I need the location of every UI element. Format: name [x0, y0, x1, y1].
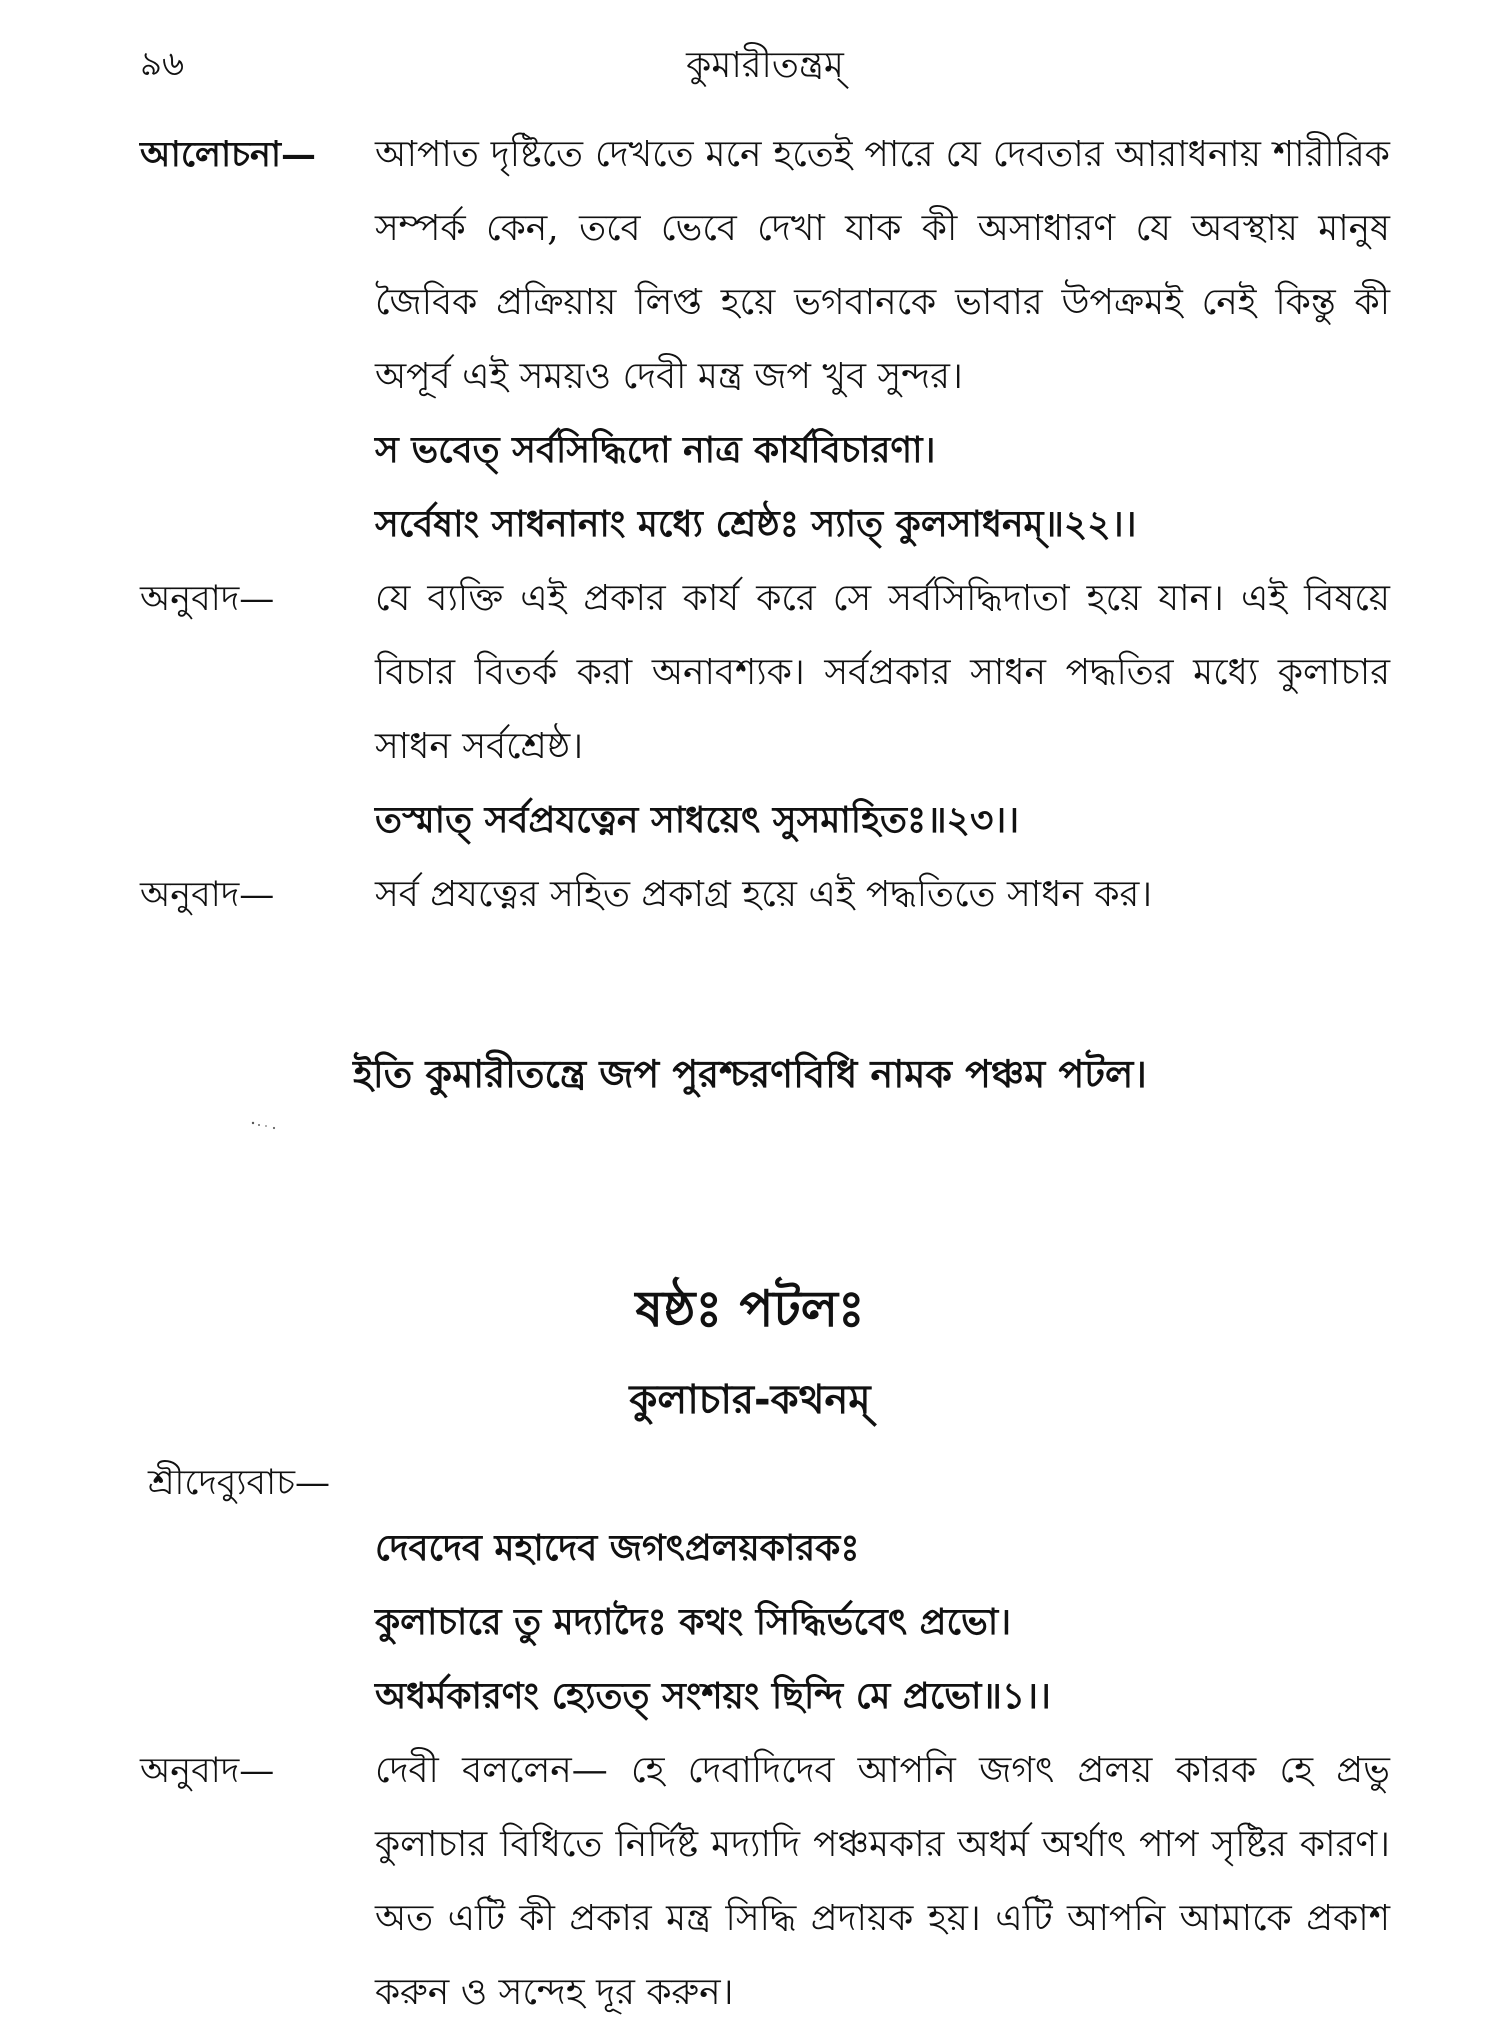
- speaker-heading: শ্রীদেব্যুবাচ—: [148, 1463, 331, 1503]
- verse-1-line-3: অধর্মকারণং হ্যেতত্ সংশয়ং ছিন্দি মে প্রভো॥১।।: [375, 1676, 1051, 1717]
- translation-text-3: দেবী বললেন— হে দেবাদিদেব আপনি জগৎ প্রলয় কারক হে প্রভু কুলাচার বিধিতে নির্দিষ্ট মদ্যাদি পঞ্চমকার অধর্ম অর্থাৎ পাপ সৃষ্টির কারণ। অত এটি কী প্রকার মন্ত্র সিদ্ধি প্রদায়ক হয়। এটি আপনি আমাকে প্রকাশ করুন ও সন্দেহ দূর করুন।: [375, 1750, 1390, 2013]
- chapter-colophon: ইতি কুমারীতন্ত্রে জপ পুরশ্চরণবিধি নামক পঞ্চম পটল।: [353, 1052, 1147, 1096]
- chapter-subtitle: কুলাচার-কথনম্: [629, 1377, 871, 1423]
- verse-22-line-1: স ভবেত্ সর্বসিদ্ধিদো নাত্র কার্যবিচারণা।: [375, 430, 936, 471]
- chapter-title: ষষ্ঠঃ পটলঃ: [635, 1280, 865, 1338]
- verse-1-line-1: দেবদেব মহাদেব জগৎপ্রলয়কারকঃ: [375, 1528, 860, 1569]
- print-speck: [250, 1120, 280, 1130]
- translation-text-1: যে ব্যক্তি এই প্রকার কার্য করে সে সর্বসিদ্ধিদাতা হয়ে যান। এই বিষয়ে বিচার বিতর্ক করা অনাবশ্যক। সর্বপ্রকার সাধন পদ্ধতির মধ্যে কুলাচার সাধন সর্বশ্রেষ্ঠ।: [375, 578, 1390, 767]
- translation-row-2: [140, 858, 1390, 932]
- verse-1-line-2: কুলাচারে তু মদ্যাদৈঃ কথং সিদ্ধির্ভবেৎ প্রভো।: [375, 1602, 1012, 1643]
- page-header: [140, 38, 1390, 88]
- page-number: ৯৬: [140, 44, 185, 84]
- translation-text-2: সর্ব প্রযত্নের সহিত প্রকাগ্র হয়ে এই পদ্ধতিতে সাধন কর।: [375, 874, 1153, 915]
- section-chapter-five-end: [140, 118, 1390, 932]
- commentary-text: আপাত দৃষ্টিতে দেখতে মনে হতেই পারে যে দেবতার আরাধনায় শারীরিক সম্পর্ক কেন, তবে ভেবে দেখা যাক কী অসাধারণ যে অবস্থায় মানুষ জৈবিক প্রক্রিয়ায় লিপ্ত হয়ে ভগবানকে ভাবার উপক্রমই নেই কিন্তু কী অপূর্ব এই সময়ও দেবী মন্ত্র জপ খুব সুন্দর।: [375, 134, 1390, 397]
- verse-22-line-2: সর্বেষাং সাধনানাং মধ্যে শ্রেষ্ঠঃ স্যাত্ কুলসাধনম্॥২২।।: [375, 504, 1137, 545]
- commentary-label: আলোচনা—: [140, 134, 317, 175]
- translation-row-1: [140, 562, 1390, 784]
- translation-label-2: অনুবাদ—: [140, 875, 275, 915]
- commentary-row: [140, 118, 1390, 414]
- running-title: কুমারীতন্ত্রম্: [686, 45, 844, 86]
- section-chapter-six-start: [140, 1512, 1390, 2030]
- verse-23: তস্মাত্ সর্বপ্রযত্নেন সাধয়েৎ সুসমাহিতঃ॥২৩।।: [375, 800, 1020, 841]
- translation-label-1: অনুবাদ—: [140, 579, 275, 619]
- translation-label-3: অনুবাদ—: [140, 1751, 275, 1791]
- translation-row-3: [140, 1734, 1390, 2030]
